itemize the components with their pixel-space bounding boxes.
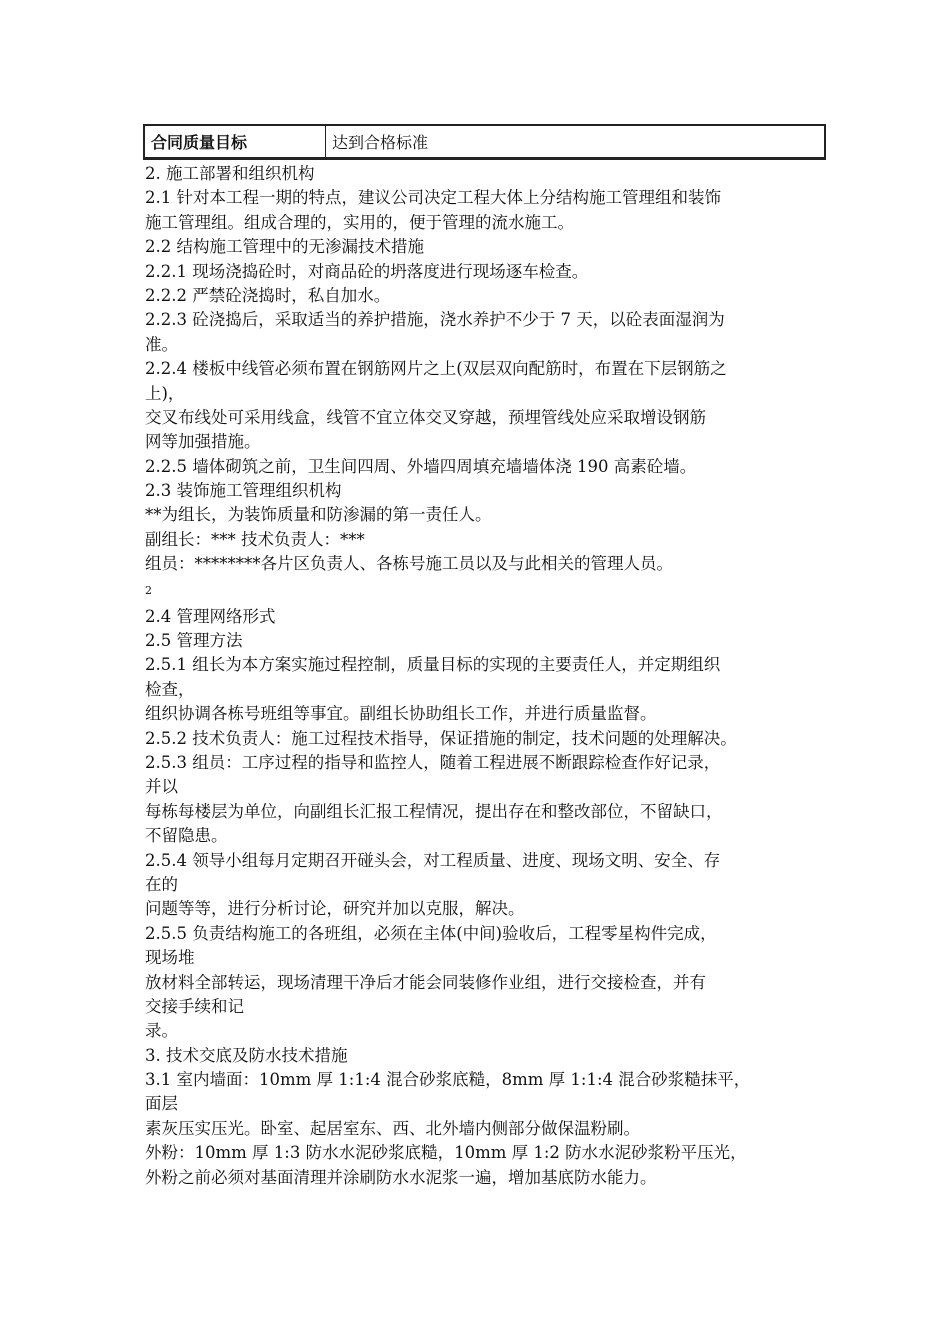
text-line: 2.2.4 楼板中线管必须布置在钢筋网片之上(双层双向配筋时，布置在下层钢筋之 <box>145 359 727 379</box>
text-line: 组员：********各片区负责人、各栋号施工员以及与此相关的管理人员。 <box>145 554 673 574</box>
text-line: 2.2.1 现场浇捣砼时，对商品砼的坍落度进行现场逐车检查。 <box>145 261 589 281</box>
text-line: 组织协调各栋号班组等事宜。副组长协助组长工作，并进行质量监督。 <box>145 704 657 724</box>
text-line: 外粉：10mm 厚 1:3 防水水泥砂浆底糙，10mm 厚 1:2 防水水泥砂浆粉平压光， <box>145 1143 747 1163</box>
text-line: 放材料全部转运，现场清理干净后才能会同装修作业组，进行交接检查，并有 <box>145 972 706 992</box>
text-line: 问题等等，进行分析讨论，研究并加以克服，解决。 <box>145 899 525 919</box>
text-line: 在的 <box>145 874 178 894</box>
text-line: 交接手续和记 <box>145 996 244 1016</box>
quality-goal-table <box>143 124 826 160</box>
text-line: 2.2.2 严禁砼浇捣时，私自加水。 <box>145 285 391 305</box>
text-line: 副组长：*** 技术负责人：*** <box>145 529 365 549</box>
text-line: 外粉之前必须对基面清理并涂刷防水水泥浆一遍，增加基底防水能力。 <box>145 1167 657 1187</box>
text-line: 2.1 针对本工程一期的特点，建议公司决定工程大体上分结构施工管理组和装饰 <box>145 188 721 208</box>
text-line: 面层 <box>145 1094 178 1114</box>
text-line: 并以 <box>145 777 178 797</box>
text-line: 现场堆 <box>145 948 195 968</box>
text-line: 3.1 室内墙面：10mm 厚 1:1:4 混合砂浆底糙，8mm 厚 1:1:4 混合砂浆糙抹平， <box>145 1070 751 1090</box>
text-line: 检查， <box>145 679 195 699</box>
text-line: 准。 <box>145 334 178 354</box>
page-number: 2 <box>145 583 152 597</box>
text-line: 2.5.5 负责结构施工的各班组，必须在主体(中间)验收后，工程零星构件完成， <box>145 923 717 943</box>
text-line: 每栋每楼层为单位，向副组长汇报工程情况，提出存在和整改部位，不留缺口， <box>145 801 723 821</box>
text-line: 2.4 管理网络形式 <box>145 606 276 626</box>
text-line: 2.5.3 组员：工序过程的指导和监控人，随着工程进展不断跟踪检查作好记录， <box>145 752 721 772</box>
text-line: 2.5 管理方法 <box>145 631 243 651</box>
table-row <box>144 125 825 159</box>
quality-goal-value: 达到合格标准 <box>326 125 826 159</box>
text-line: 交叉布线处可采用线盒，线管不宜立体交叉穿越，预埋管线处应采取增设钢筋 <box>145 407 706 427</box>
text-line: 2.3 装饰施工管理组织机构 <box>145 481 342 501</box>
text-line: 2.2.3 砼浇捣后，采取适当的养护措施，浇水养护不少于 7 天，以砼表面湿润为 <box>145 310 725 330</box>
text-line: 2.5.2 技术负责人：施工过程技术指导，保证措施的制定，技术问题的处理解决。 <box>145 728 737 748</box>
document-body <box>145 162 825 1190</box>
text-line: 网等加强措施。 <box>145 432 261 452</box>
text-line: 2.5.4 领导小组每月定期召开碰头会，对工程质量、进度、现场文明、安全、存 <box>145 850 721 870</box>
text-line: 素灰压实压光。卧室、起居室东、西、北外墙内侧部分做保温粉刷。 <box>145 1118 640 1138</box>
text-line: 不留隐患。 <box>145 826 228 846</box>
text-line: **为组长，为装饰质量和防渗漏的第一责任人。 <box>145 505 492 525</box>
text-line: 2.2.5 墙体砌筑之前，卫生间四周、外墙四周填充墙墙体浇 190 高素砼墙。 <box>145 456 697 476</box>
text-line: 2. 施工部署和组织机构 <box>145 164 315 183</box>
quality-goal-label: 合同质量目标 <box>144 125 326 159</box>
text-line: 施工管理组。组成合理的，实用的，便于管理的流水施工。 <box>145 212 574 232</box>
text-line: 3. 技术交底及防水技术措施 <box>145 1045 348 1065</box>
text-line: 上)， <box>145 383 185 403</box>
text-line: 2.2 结构施工管理中的无渗漏技术措施 <box>145 237 424 257</box>
text-line: 录。 <box>145 1021 178 1041</box>
text-line: 2.5.1 组长为本方案实施过程控制，质量目标的实现的主要责任人，并定期组织 <box>145 655 721 675</box>
